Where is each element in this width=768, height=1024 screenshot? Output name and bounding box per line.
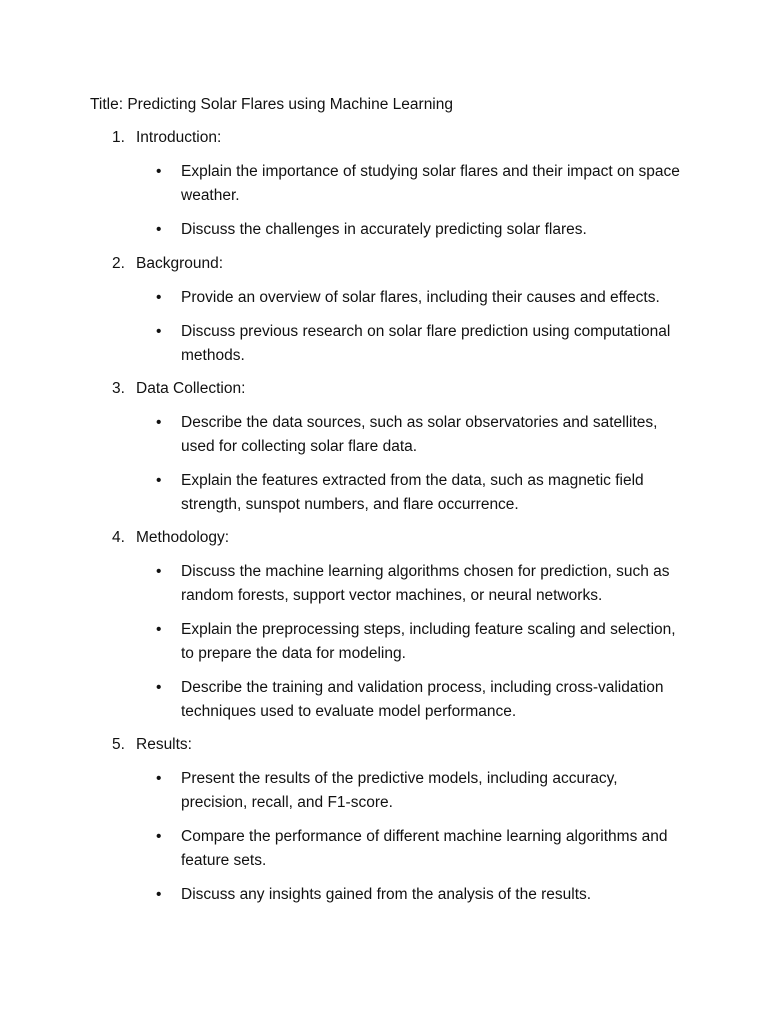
section-number: 5.	[112, 736, 125, 753]
bullet-icon: •	[156, 621, 162, 638]
list-item	[0, 286, 768, 310]
section-heading	[0, 734, 768, 756]
bullet-icon: •	[156, 414, 162, 431]
bullet-icon: •	[156, 679, 162, 696]
section-heading	[0, 527, 768, 549]
section-introduction	[0, 127, 768, 242]
bullet-icon: •	[156, 770, 162, 787]
bullet-text: Describe the data sources, such as solar observatories and satellites, used for collecting solar flare data.	[181, 414, 658, 455]
section-number: 3.	[112, 380, 125, 397]
bullet-icon: •	[156, 288, 162, 306]
bullet-icon: •	[156, 221, 162, 238]
section-results	[0, 734, 768, 907]
bullet-text: Discuss any insights gained from the analysis of the results.	[181, 886, 592, 903]
section-background	[0, 253, 768, 368]
section-data-collection	[0, 378, 768, 516]
list-item	[0, 560, 768, 607]
section-label: Methodology:	[136, 529, 230, 546]
bullet-text: Describe the training and validation process, including cross-validation techniques used to evaluate model performance.	[181, 679, 664, 720]
section-heading	[0, 378, 768, 400]
bullet-icon: •	[156, 563, 162, 580]
list-item	[0, 469, 768, 516]
bullet-icon: •	[156, 163, 162, 180]
section-heading	[0, 253, 768, 275]
section-methodology	[0, 527, 768, 723]
bullet-icon: •	[156, 472, 162, 489]
bullet-text: Present the results of the predictive models, including accuracy, precision, recall, and F1-score.	[181, 770, 618, 811]
document-title: Title: Predicting Solar Flares using Machine Learning	[90, 96, 453, 113]
list-item	[0, 618, 768, 665]
bullet-text: Explain the features extracted from the data, such as magnetic field strength, sunspot numbers, and flare occurrence.	[181, 472, 644, 513]
bullet-icon: •	[156, 323, 162, 340]
list-item	[0, 767, 768, 814]
bullet-icon: •	[156, 886, 162, 903]
section-label: Introduction:	[136, 129, 222, 146]
bullet-text: Compare the performance of different machine learning algorithms and feature sets.	[181, 828, 668, 869]
list-item	[0, 825, 768, 872]
bullet-text: Explain the importance of studying solar flares and their impact on space weather.	[181, 163, 680, 204]
bullet-icon: •	[156, 828, 162, 845]
section-number: 1.	[112, 129, 125, 146]
bullet-text: Discuss the challenges in accurately predicting solar flares.	[181, 221, 587, 238]
section-heading	[0, 127, 768, 149]
section-number: 4.	[112, 529, 125, 546]
list-item	[0, 218, 768, 242]
list-item	[0, 160, 768, 207]
section-label: Background:	[136, 254, 224, 272]
list-item	[0, 411, 768, 458]
list-item	[0, 883, 768, 907]
bullet-text: Explain the preprocessing steps, including feature scaling and selection, to prepare the data for modeling.	[181, 621, 676, 662]
list-item	[0, 320, 768, 367]
section-list	[0, 127, 768, 918]
section-number: 2.	[112, 254, 125, 272]
bullet-text: Discuss previous research on solar flare prediction using computational methods.	[181, 323, 671, 364]
section-label: Results:	[136, 736, 192, 753]
section-label: Data Collection:	[136, 380, 246, 397]
bullet-text: Discuss the machine learning algorithms chosen for prediction, such as random forests, support vector machines, or neural networks.	[181, 563, 670, 604]
list-item	[0, 676, 768, 723]
bullet-text: Provide an overview of solar flares, including their causes and effects.	[181, 288, 660, 306]
